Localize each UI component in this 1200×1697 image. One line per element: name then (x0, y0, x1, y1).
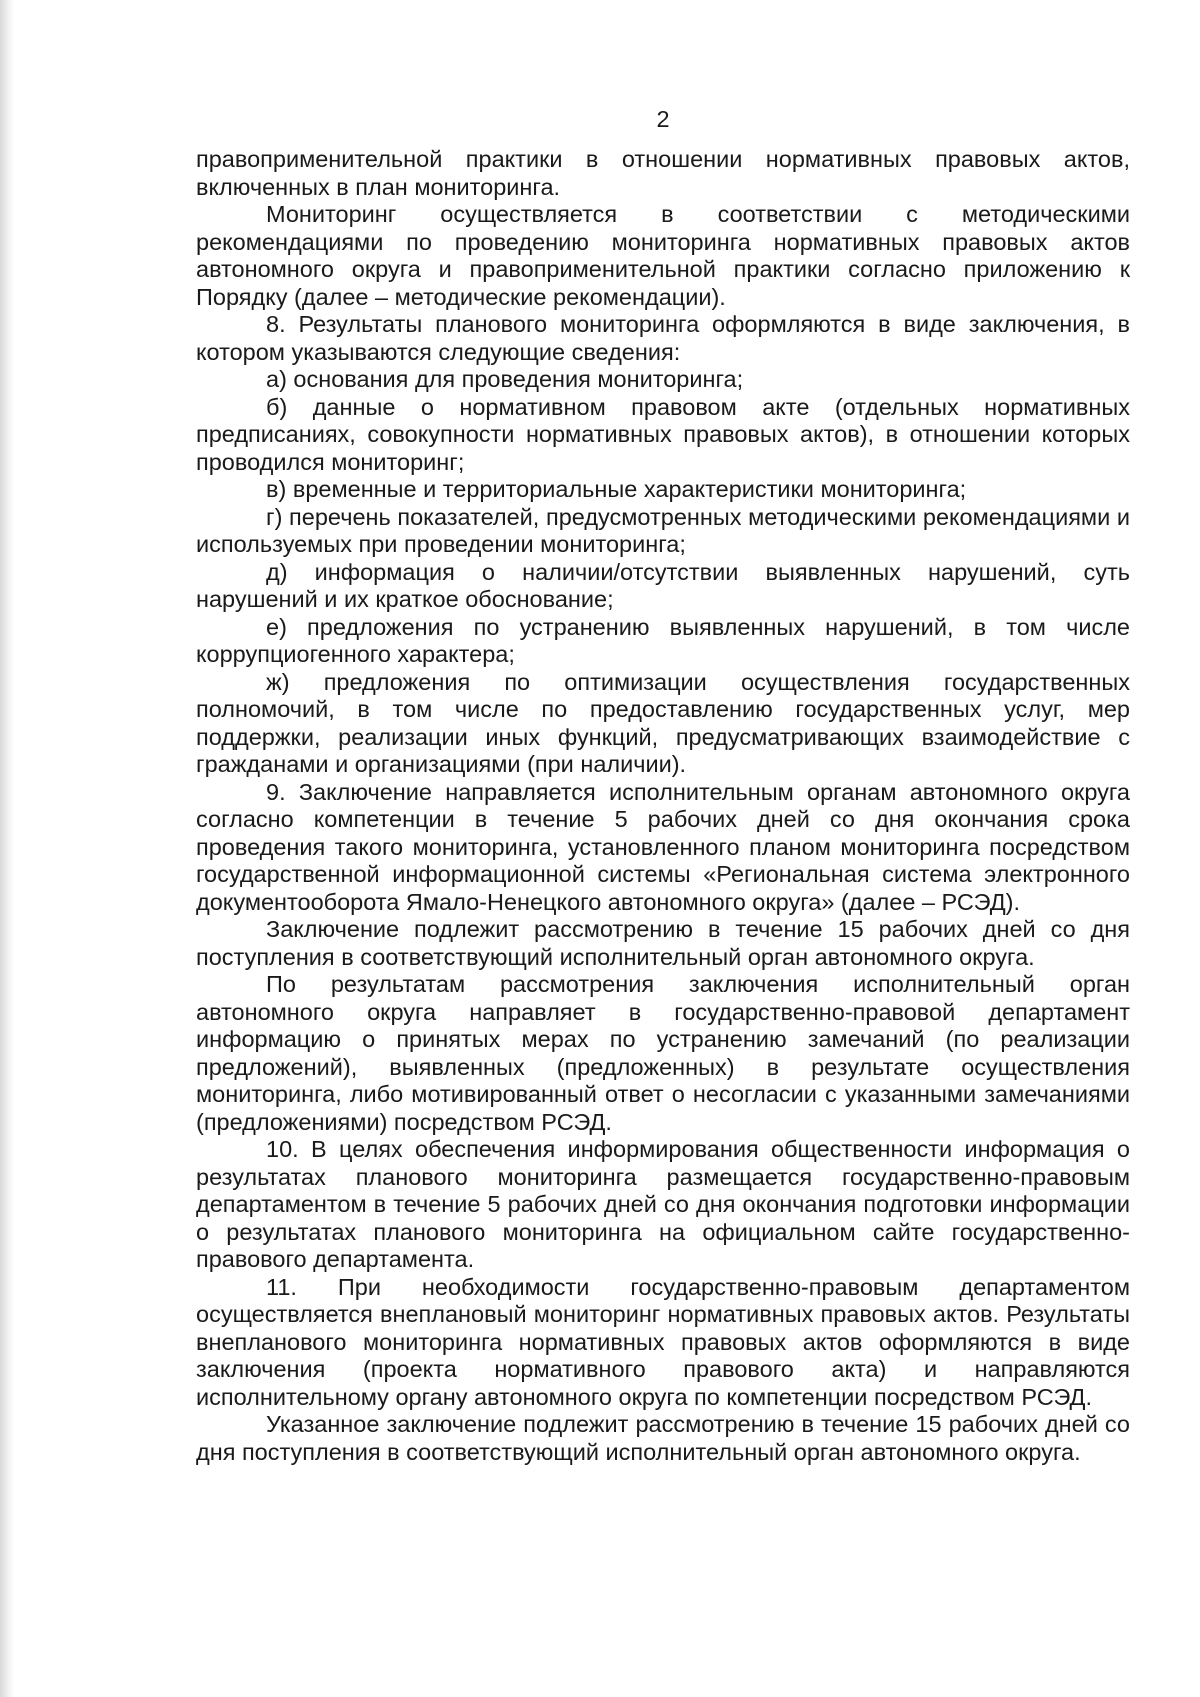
paragraph-unplanned-review: Указанное заключение подлежит рассмотрению в течение 15 рабочих дней со дня поступления в соответствующий исполнительный орган автономного округа. (196, 1411, 1130, 1465)
subitem-a: а) основания для проведения мониторинга; (266, 366, 744, 392)
subitem-b: б) данные о нормативном правовом акте (отдельных нормативных предписаниях, совокупности нормативных правовых актов), в отношении которых проводился мониторинг; (196, 393, 1130, 475)
paragraph-item-9: 9. Заключение направляется исполнительным органам автономного округа согласно компетенции в течение 5 рабочих дней со дня окончания срока проведения такого мониторинга, установленного планом мониторинга посредством государственной информационной системы «Региональная система электронного документооборота Ямало-Ненецкого автономного округа» (далее – РСЭД). (196, 778, 1130, 915)
subitem-d: д) информация о наличии/отсутствии выявленных нарушений, суть нарушений и их краткое обоснование; (196, 558, 1130, 612)
subitem-zh: ж) предложения по оптимизации осуществления государственных полномочий, в том числе по предоставлению государственных услуг, мер поддержки, реализации иных функций, предусматривающих взаимодействие с гражданами и организациями (при наличии). (196, 668, 1130, 777)
paragraph-review-results: По результатам рассмотрения заключения исполнительный орган автономного округа направляет в государственно-правовой департамент информацию о принятых мерах по устранению замечаний (по реализации предложений), выявленных (предложенных) в результате осуществления мониторинга, либо мотивированный ответ о несогласии с указанными замечаниями (предложениями) посредством РСЭД. (196, 971, 1130, 1135)
paragraph-continuation: правоприменительной практики в отношении нормативных правовых актов, включенных в план мониторинга. (196, 146, 1130, 200)
page-number: 2 (656, 106, 670, 132)
document-page (196, 104, 1130, 1466)
paragraph-item-8: 8. Результаты планового мониторинга оформляются в виде заключения, в котором указываются следующие сведения: (196, 311, 1130, 365)
paragraph-item-11: 11. При необходимости государственно-правовым департаментом осуществляется внеплановый мониторинг нормативных правовых актов. Результаты внепланового мониторинга нормативных правовых актов оформляются в виде заключения (проекта нормативного правового акта) и направляются исполнительному органу автономного округа по компетенции посредством РСЭД. (196, 1273, 1130, 1410)
subitem-e: е) предложения по устранению выявленных нарушений, в том числе коррупциогенного характера; (196, 613, 1130, 667)
paragraph-item-10: 10. В целях обеспечения информирования общественности информация о результатах планового мониторинга размещается государственно-правовым департаментом в течение 5 рабочих дней со дня окончания подготовки информации о результатах планового мониторинга на официальном сайте государственно-правового департамента. (196, 1136, 1130, 1272)
paragraph-monitoring-methodology: Мониторинг осуществляется в соответствии с методическими рекомендациями по проведению мониторинга нормативных правовых актов автономного округа и правоприменительной практики согласно приложению к Порядку (далее – методические рекомендации). (196, 201, 1130, 310)
paragraph-review-period: Заключение подлежит рассмотрению в течение 15 рабочих дней со дня поступления в соответствующий исполнительный орган автономного округа. (196, 916, 1130, 970)
scan-edge-shadow (0, 0, 14, 1697)
subitem-v: в) временные и территориальные характеристики мониторинга; (266, 476, 967, 502)
subitem-g: г) перечень показателей, предусмотренных методическими рекомендациями и используемых при проведении мониторинга; (196, 503, 1130, 557)
